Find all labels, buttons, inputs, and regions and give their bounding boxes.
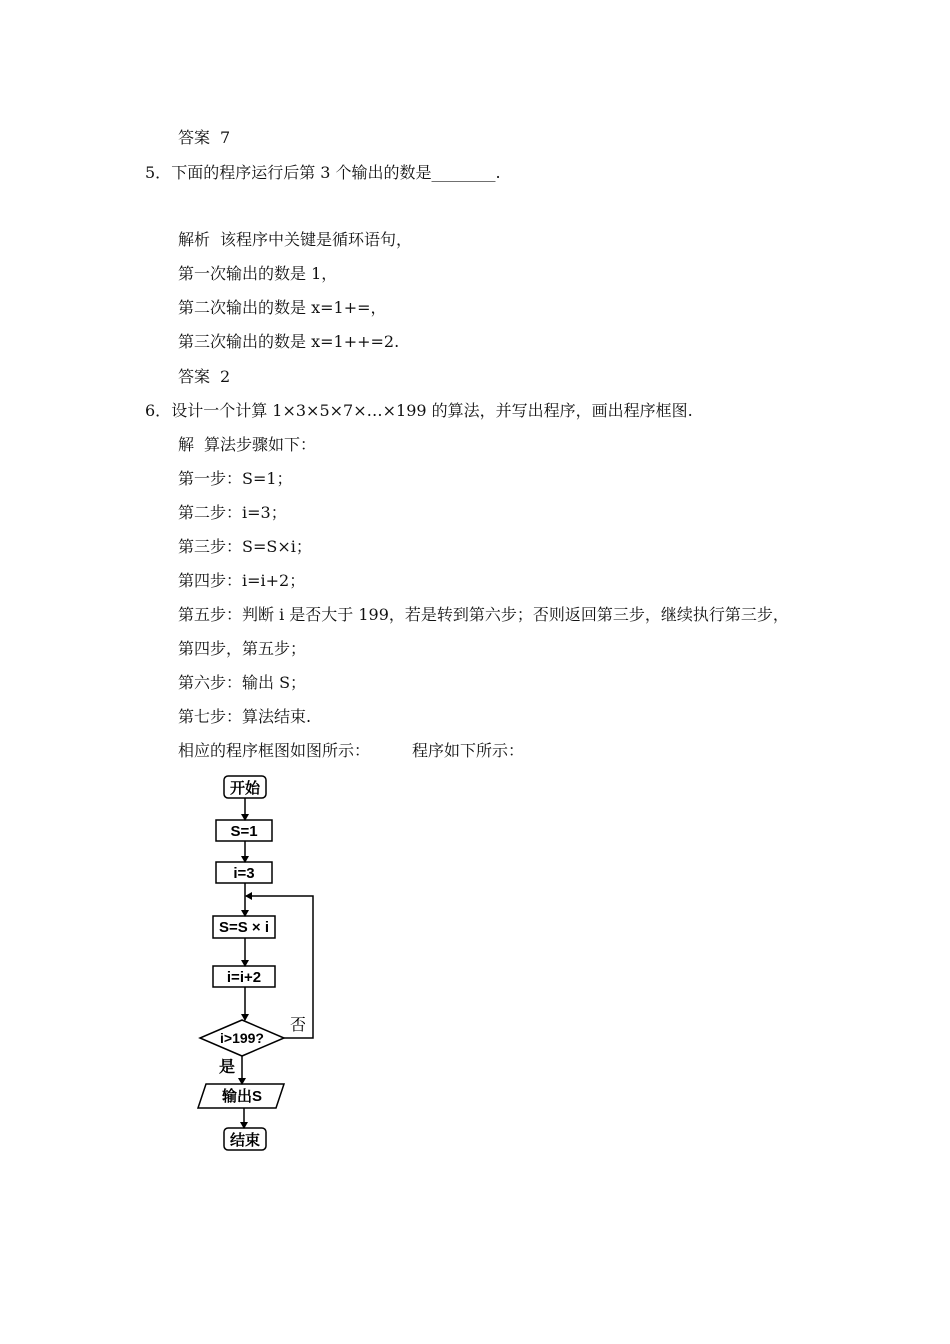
- end-label: 结束: [229, 1132, 261, 1149]
- i-init-label: i=3: [233, 865, 255, 882]
- q5-line-1: 第一次输出的数是 1，: [178, 264, 338, 283]
- question-text: 设计一个计算 1×3×5×7×…×199 的算法，并写出程序，画出程序框图.: [171, 401, 693, 420]
- answer-value: 2: [220, 367, 231, 386]
- s-init-label: S=1: [230, 823, 258, 840]
- solution-text: 算法步骤如下：: [204, 435, 317, 454]
- analysis-text: 该程序中关键是循环语句，: [220, 230, 413, 249]
- yes-label: 是: [218, 1059, 236, 1076]
- step-4: 第四步：i=i+2；: [178, 571, 306, 590]
- question-number: 5．: [145, 163, 172, 182]
- step-3: 第三步：S=S×i；: [178, 537, 312, 556]
- answer-label: 答案: [178, 128, 211, 147]
- answer-label: 答案: [178, 367, 211, 386]
- q5-line-2: 第二次输出的数是 x=1+=，: [178, 298, 387, 317]
- multiply-label: S=S × i: [218, 919, 270, 936]
- step-2: 第二步：i=3；: [178, 503, 287, 522]
- flowchart-caption: 相应的程序框图如图所示：: [178, 741, 371, 760]
- start-label: 开始: [229, 780, 261, 797]
- step-5: 第五步：判断 i 是否大于 199，若是转到第六步；否则返回第三步，继续执行第三步，: [178, 605, 789, 624]
- question-text: 下面的程序运行后第 3 个输出的数是________.: [171, 163, 501, 182]
- q5-line-3: 第三次输出的数是 x=1++=2.: [178, 332, 400, 351]
- step-6: 第六步：输出 S；: [178, 673, 307, 692]
- condition-label: i>199?: [220, 1030, 264, 1046]
- analysis-label: 解析: [178, 230, 211, 249]
- solution-label: 解: [178, 435, 195, 454]
- step-7: 第七步：算法结束.: [178, 707, 312, 726]
- program-caption: 程序如下所示：: [412, 741, 525, 760]
- output-label: 输出S: [221, 1088, 263, 1105]
- answer-value: 7: [220, 128, 231, 147]
- increment-label: i=i+2: [226, 969, 262, 986]
- question-number: 6．: [145, 401, 172, 420]
- step-1: 第一步：S=1；: [178, 469, 293, 488]
- step-5-continued: 第四步，第五步；: [178, 639, 307, 658]
- no-label: 否: [289, 1017, 307, 1034]
